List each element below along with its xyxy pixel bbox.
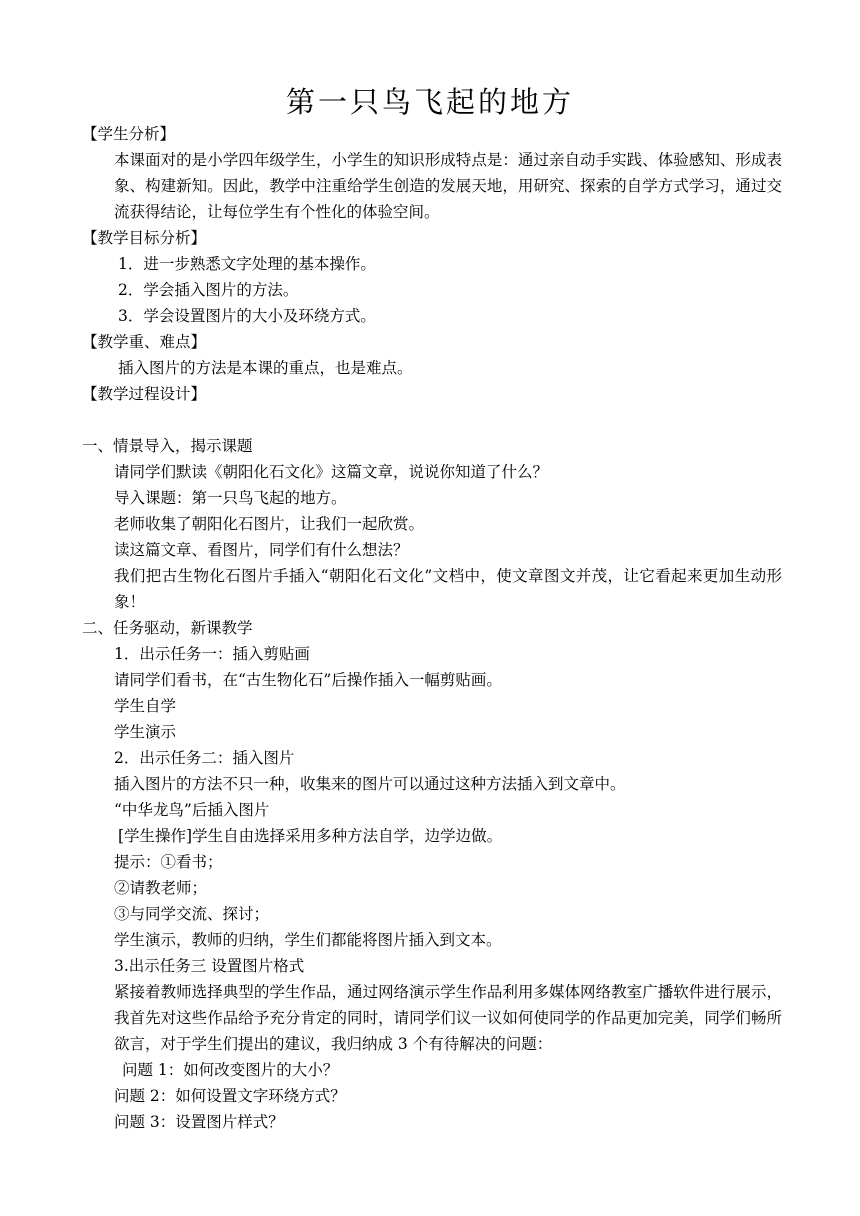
- paragraph-student-analysis: 本课面对的是小学四年级学生，小学生的知识形成特点是：通过亲自动手实践、体验感知、形成表象、构建新知。因此，教学中注重给学生创造的发展天地，用研究、探索的自学方式学习，通过交流获得结论，让每位学生有个性化的体验空间。: [114, 151, 782, 221]
- process-line: “中华龙鸟”后插入图片: [114, 801, 270, 819]
- question-line: 问题 3：设置图片样式？: [114, 1113, 284, 1131]
- process-line: 学生演示，教师的归纳，学生们都能将图片插入到文本。: [114, 931, 502, 949]
- section-heading-student-analysis: 【学生分析】: [82, 125, 176, 143]
- process-line: 我们把古生物化石图片手插入“朝阳化石文化”文档中，使文章图文并茂，让它看起来更加生动形象！: [114, 567, 782, 611]
- process-line: 紧接着教师选择典型的学生作品，通过网络演示学生作品利用多媒体网络教室广播软件进行展示，我首先对这些作品给予充分肯定的同时，请同学们议一议如何使同学的作品更加完美，同学们畅所欲言，对于学生们提出的建议，我归纳成 3 个有待解决的问题：: [114, 983, 782, 1053]
- document-title: 第一只鸟飞起的地方: [285, 85, 574, 119]
- process-line: 1．出示任务一：插入剪贴画: [114, 645, 310, 663]
- process-step-heading: 二、任务驱动，新课教学: [82, 619, 253, 637]
- process-line: 3.出示任务三 设置图片格式: [114, 957, 305, 975]
- process-line: 导入课题：第一只鸟飞起的地方。: [114, 489, 347, 507]
- process-line: 2．出示任务二：插入图片: [114, 749, 295, 767]
- document-body: [82, 121, 782, 1135]
- process-line: ②请教老师；: [114, 879, 208, 897]
- goal-item: 3．学会设置图片的大小及环绕方式。: [118, 307, 376, 325]
- section-heading-process: 【教学过程设计】: [82, 385, 207, 403]
- blank-line: [82, 407, 782, 433]
- process-line: 读这篇文章、看图片，同学们有什么想法？: [114, 541, 409, 559]
- goal-item: 2．学会插入图片的方法。: [118, 281, 299, 299]
- process-line: ③与同学交流、探讨；: [114, 905, 270, 923]
- process-line: 学生自学: [114, 697, 177, 715]
- process-line: 提示：①看书；: [114, 853, 223, 871]
- process-line: 请同学们默读《朝阳化石文化》这篇文章，说说你知道了什么？: [114, 463, 549, 481]
- paragraph-key-points: 插入图片的方法是本课的重点，也是难点。: [118, 359, 413, 377]
- question-line: 问题 1：如何改变图片的大小？: [122, 1061, 339, 1079]
- goal-item: 1．进一步熟悉文字处理的基本操作。: [118, 255, 376, 273]
- question-line: 问题 2：如何设置文字环绕方式？: [114, 1087, 346, 1105]
- process-line: 插入图片的方法不只一种，收集来的图片可以通过这种方法插入到文章中。: [114, 775, 626, 793]
- process-line: 老师收集了朝阳化石图片，让我们一起欣赏。: [114, 515, 425, 533]
- process-line: 学生演示: [114, 723, 177, 741]
- process-step-heading: 一、情景导入，揭示课题: [82, 437, 253, 455]
- section-heading-goals: 【教学目标分析】: [82, 229, 207, 247]
- process-line: [学生操作]学生自由选择采用多种方法自学，边学边做。: [118, 827, 503, 845]
- process-line: 请同学们看书，在“古生物化石”后操作插入一幅剪贴画。: [114, 671, 502, 689]
- section-heading-key-points: 【教学重、难点】: [82, 333, 207, 351]
